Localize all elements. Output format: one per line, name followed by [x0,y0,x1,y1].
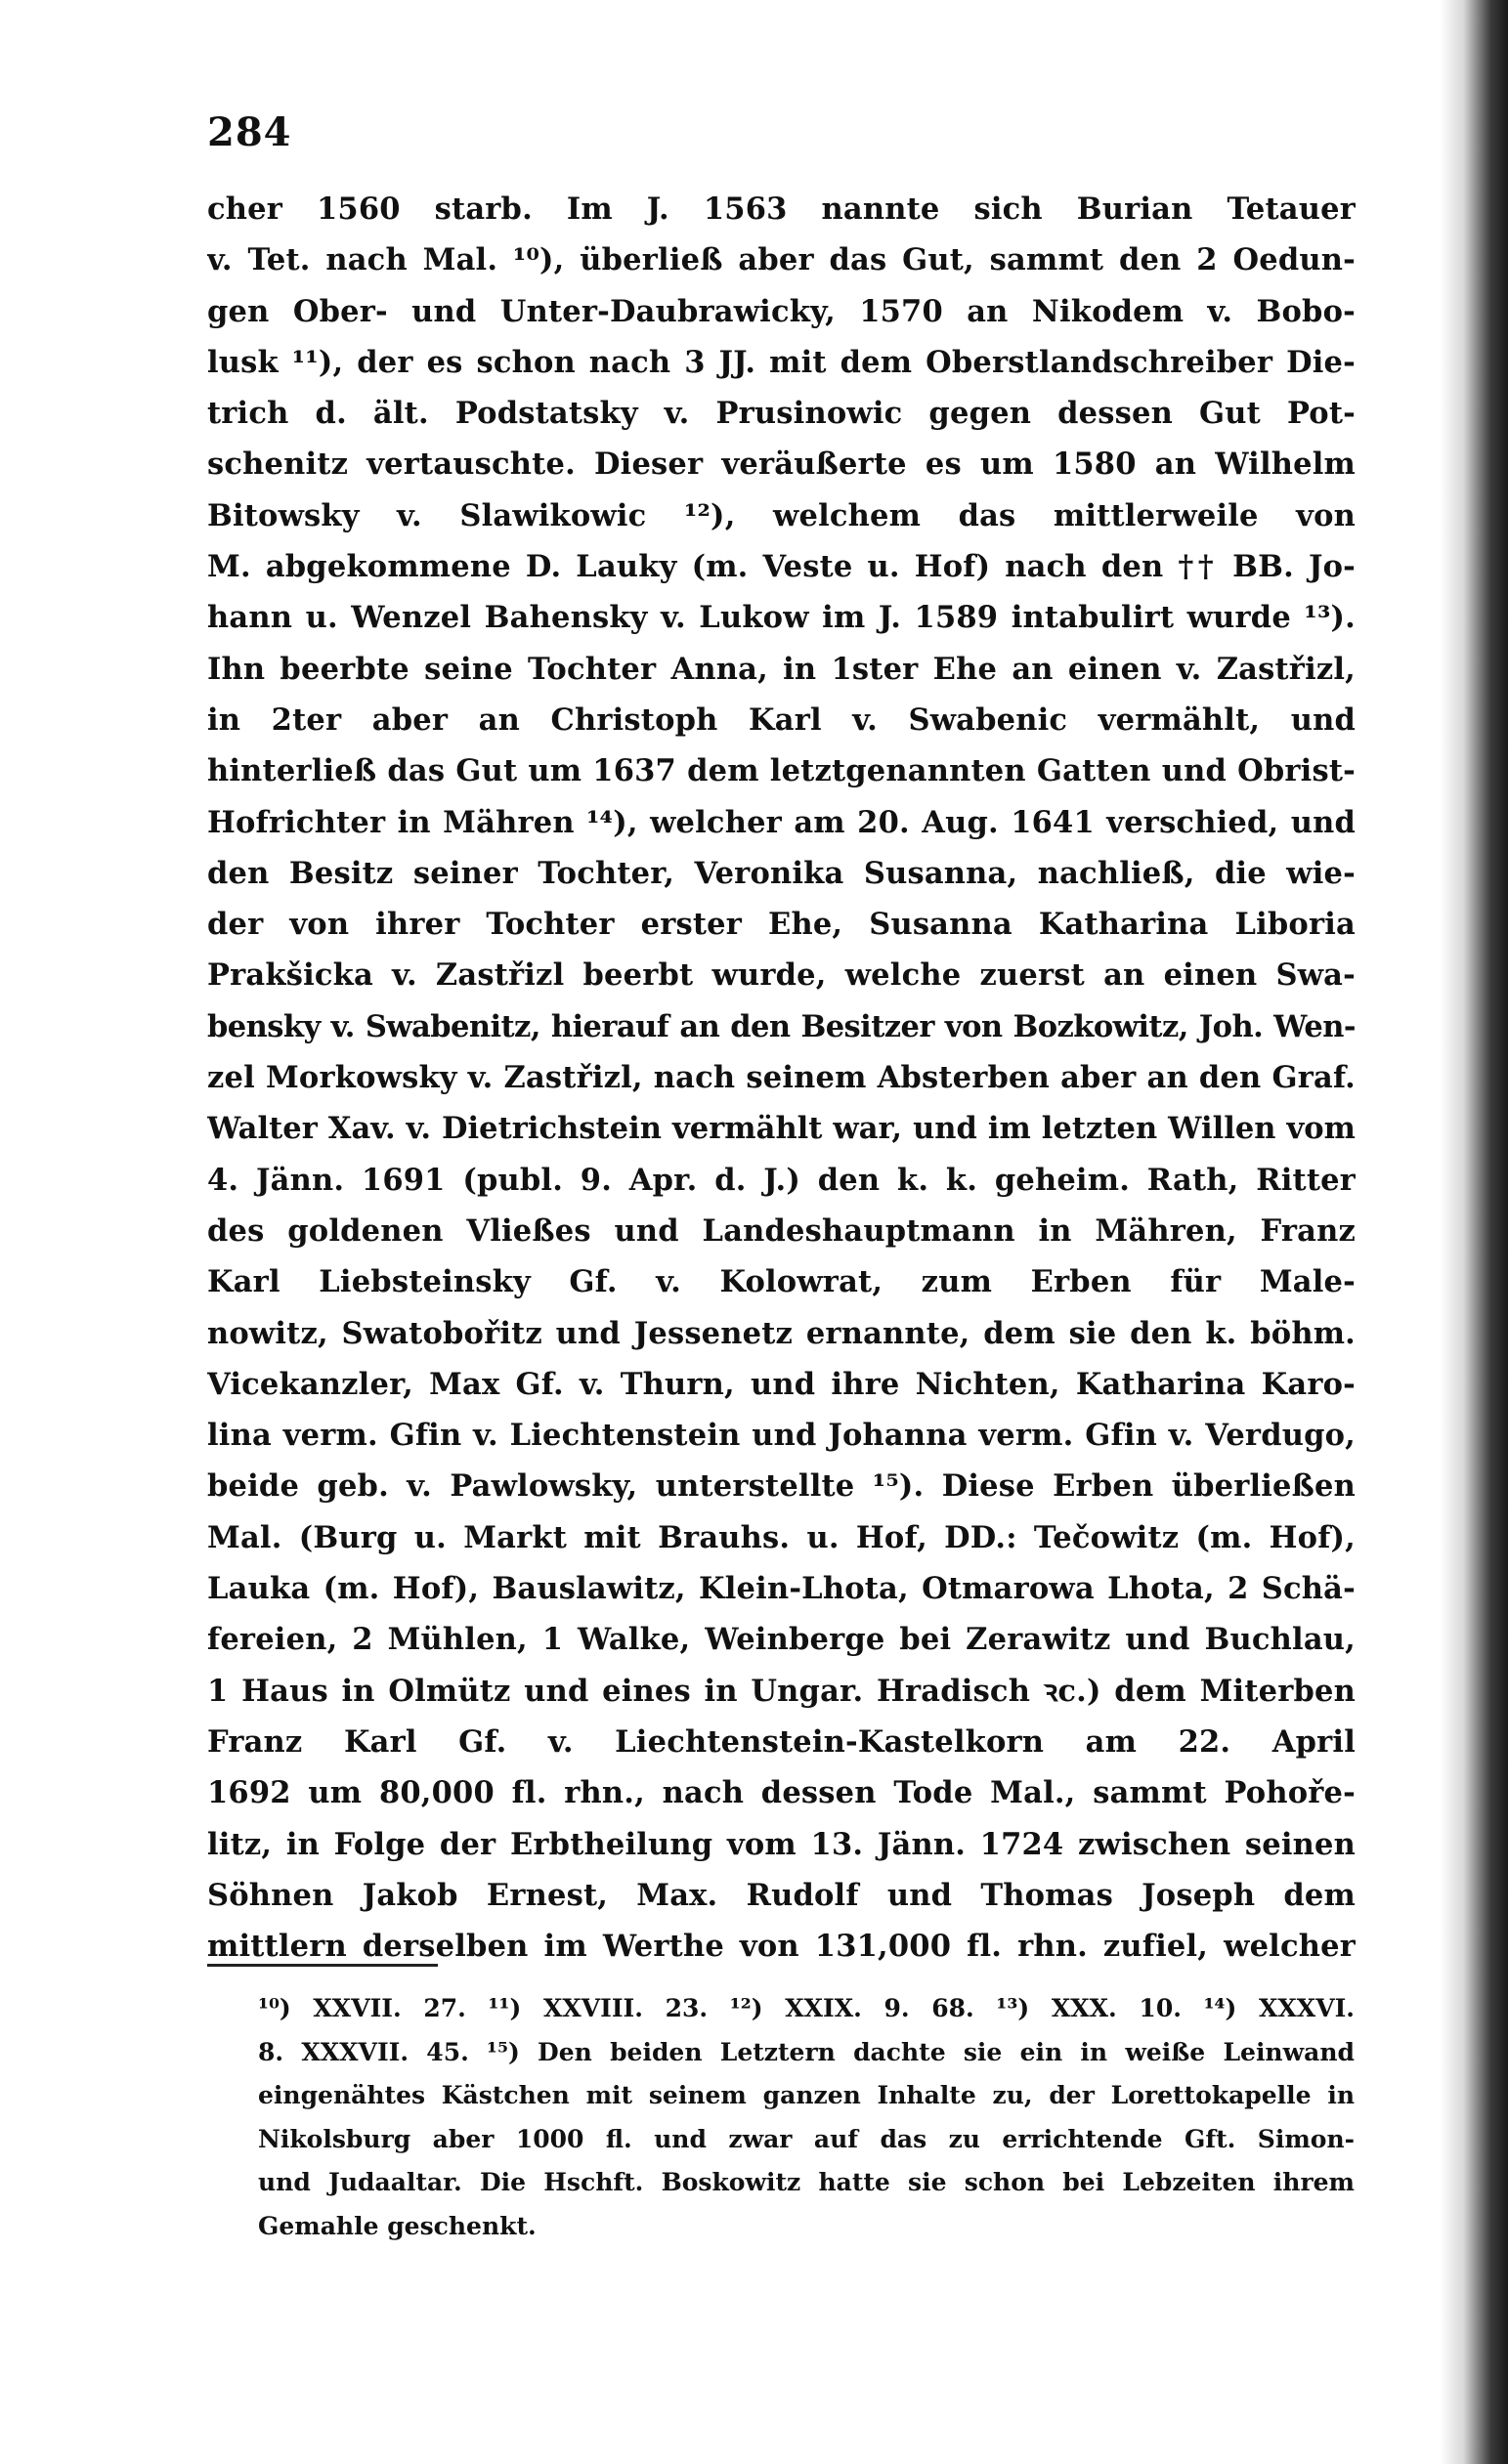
text-line: in 2ter aber an Christoph Karl v. Swabenic vermählt, und [207,701,1356,738]
text-line: der von ihrer Tochter erster Ehe, Susanna Katharina Liboria [207,907,1356,943]
text-line: Walter Xav. v. Dietrichstein vermählt war, und im letzten Willen vom [207,1111,1356,1147]
text-line: Ihn beerbte seine Tochter Anna, in 1ster Ehe an einen v. Zastřizl, [207,651,1356,687]
page-number: 284 [207,109,292,155]
body-text [207,184,1356,1972]
text-line: 4. Jänn. 1691 (publ. 9. Apr. d. J.) den k. k. geheim. Rath, Ritter [207,1162,1356,1198]
footnote-line: Nikolsburg aber 1000 fl. und zwar auf das zu errichtende Gft. Simon- [258,2124,1355,2153]
text-line: den Besitz seiner Tochter, Veronika Susanna, nachließ, die wie- [207,855,1356,891]
text-line: Hofrichter in Mähren ¹⁴), welcher am 20. Aug. 1641 verschied, und [207,804,1356,840]
text-line: M. abgekommene D. Lauky (m. Veste u. Hof) nach den †† BB. Jo- [207,549,1356,585]
footnote-line: eingenähtes Kästchen mit seinem ganzen Inhalte zu, der Lorettokapelle in [258,2081,1355,2109]
text-line: Karl Liebsteinsky Gf. v. Kolowrat, zum Erben für Male- [207,1264,1356,1300]
text-line: Vicekanzler, Max Gf. v. Thurn, und ihre Nichten, Katharina Karo- [207,1366,1356,1402]
text-line: Mal. (Burg u. Markt mit Brauhs. u. Hof, DD.: Tečowitz (m. Hof), [207,1519,1356,1555]
text-line: hann u. Wenzel Bahensky v. Lukow im J. 1589 intabulirt wurde ¹³). [207,600,1356,636]
text-line: cher 1560 starb. Im J. 1563 nannte sich Burian Tetauer [207,191,1356,227]
footnote-separator [207,1964,438,1967]
text-line: 1692 um 80,000 fl. rhn., nach dessen Tode Mal., sammt Pohoře- [207,1775,1356,1811]
text-line: bensky v. Swabenitz, hierauf an den Besitzer von Bozkowitz, Joh. Wen- [207,1008,1356,1044]
text-line: lusk ¹¹), der es schon nach 3 JJ. mit dem Oberstlandschreiber Die- [207,344,1356,380]
footnotes [258,1987,1355,2248]
text-line: des goldenen Vließes und Landeshauptmann in Mähren, Franz [207,1212,1356,1249]
footnote-line: 8. XXXVII. 45. ¹⁵) Den beiden Letztern dachte sie ein in weiße Leinwand [258,2037,1355,2066]
footnote-line: Gemahle geschenkt. [258,2211,537,2240]
text-line: trich d. ält. Podstatsky v. Prusinowic gegen dessen Gut Pot- [207,396,1356,432]
footnote-line: ¹⁰) XXVII. 27. ¹¹) XXVIII. 23. ¹²) XXIX. 9. 68. ¹³) XXX. 10. ¹⁴) XXXVI. [258,1994,1355,2022]
text-line: Prakšicka v. Zastřizl beerbt wurde, welche zuerst an einen Swa- [207,957,1356,994]
text-line: fereien, 2 Mühlen, 1 Walke, Weinberge bei Zerawitz und Buchlau, [207,1622,1356,1658]
scan-page-edge [1440,0,1508,2464]
footnote-line: und Judaaltar. Die Hschft. Boskowitz hatte sie schon bei Lebzeiten ihrem [258,2168,1355,2196]
text-line: beide geb. v. Pawlowsky, unterstellte ¹⁵). Diese Erben überließen [207,1468,1356,1505]
text-line: zel Morkowsky v. Zastřizl, nach seinem Absterben aber an den Graf. [207,1060,1356,1096]
text-line: Bitowsky v. Slawikowic ¹²), welchem das mittlerweile von [207,497,1356,533]
text-line: v. Tet. nach Mal. ¹⁰), überließ aber das Gut, sammt den 2 Oedun- [207,242,1356,278]
text-line: Söhnen Jakob Ernest, Max. Rudolf und Thomas Joseph dem [207,1877,1356,1913]
text-line: hinterließ das Gut um 1637 dem letztgenannten Gatten und Obrist- [207,753,1356,789]
text-line: mittlern derselben im Werthe von 131,000 fl. rhn. zufiel, welcher [207,1929,1356,1965]
text-line: Franz Karl Gf. v. Liechtenstein-Kastelkorn am 22. April [207,1723,1356,1760]
text-line: gen Ober- und Unter-Daubrawicky, 1570 an Nikodem v. Bobo- [207,293,1356,329]
text-line: lina verm. Gfin v. Liechtenstein und Johanna verm. Gfin v. Verdugo, [207,1418,1356,1454]
text-line: 1 Haus in Olmütz und eines in Ungar. Hradisch ꝛc.) dem Miterben [207,1673,1356,1709]
text-line: litz, in Folge der Erbtheilung vom 13. Jänn. 1724 zwischen seinen [207,1826,1356,1862]
text-line: schenitz vertauschte. Dieser veräußerte es um 1580 an Wilhelm [207,446,1356,483]
text-line: nowitz, Swatobořitz und Jessenetz ernannte, dem sie den k. böhm. [207,1315,1356,1351]
text-line: Lauka (m. Hof), Bauslawitz, Klein-Lhota, Otmarowa Lhota, 2 Schä- [207,1571,1356,1607]
